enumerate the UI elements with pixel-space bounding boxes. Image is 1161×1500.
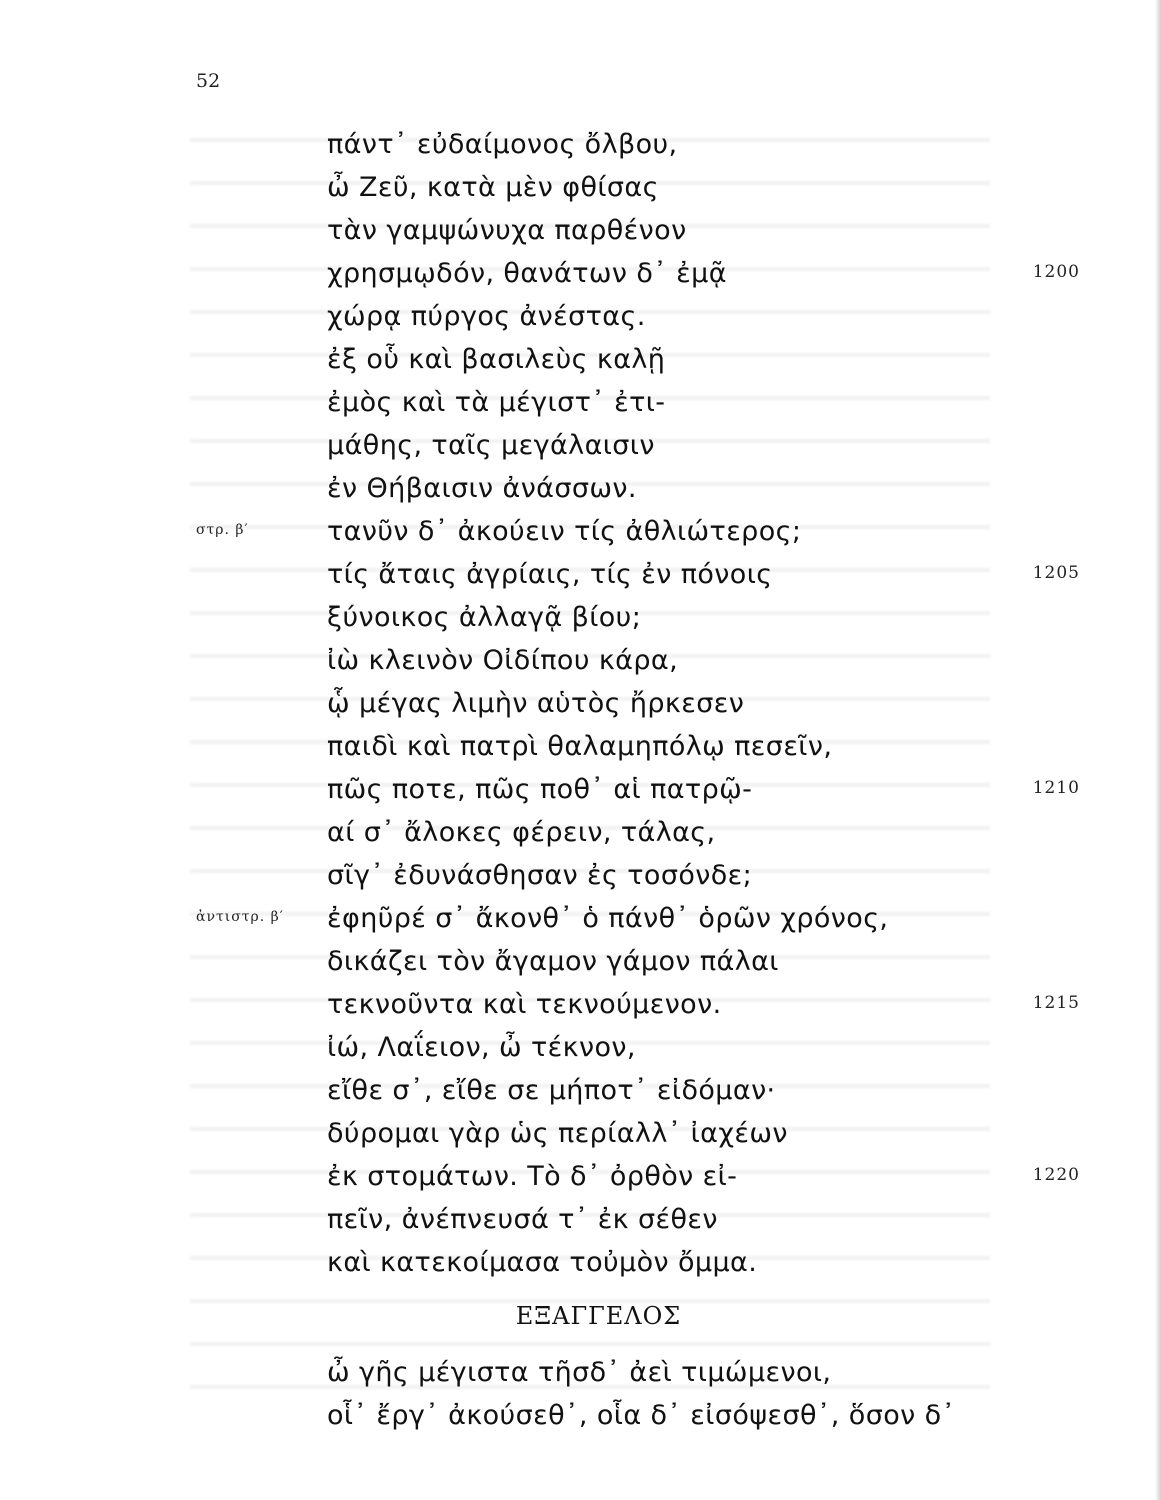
verse-line xyxy=(0,1241,1161,1284)
verse-text: αί σ᾽ ἄλοκες φέρειν, τάλας, xyxy=(327,817,716,848)
verse-line xyxy=(0,596,1161,639)
verse-text: ἐμὸς καὶ τὰ μέγιστ᾽ ἐτι- xyxy=(327,387,666,418)
verse-text: εἴθε σ᾽, εἴθε σε μήποτ᾽ εἰδόμαν· xyxy=(327,1075,776,1106)
verse-line xyxy=(0,768,1161,811)
strophe-marker: στρ. β′ xyxy=(196,522,249,538)
verse-text: τεκνοῦντα καὶ τεκνούμενον. xyxy=(327,989,722,1020)
verse-text: ἐξ οὗ καὶ βασιλεὺς καλῇ xyxy=(327,344,666,375)
verse-text: τὰν γαμψώνυχα παρθένον xyxy=(327,215,687,246)
verse-line xyxy=(0,940,1161,983)
verse-text: ξύνοικος ἀλλαγᾷ βίου; xyxy=(327,602,642,633)
speech-text: οἷ᾽ ἔργ᾽ ἀκούσεθ᾽, οἷα δ᾽ εἰσόψεσθ᾽, ὅσον δ᾽ xyxy=(327,1400,956,1431)
verse-text: χώρᾳ πύργος ἀνέστας. xyxy=(327,301,646,332)
verse-line xyxy=(0,252,1161,295)
verse-text: καὶ κατεκοίμασα τοὐμὸν ὄμμα. xyxy=(327,1247,758,1278)
verse-line xyxy=(0,1155,1161,1198)
speaker-heading: ΕΞΑΓΓΕΛΟΣ xyxy=(515,1302,682,1330)
verse-line xyxy=(0,295,1161,338)
verse-text: ἐν Θήβαισιν ἀνάσσων. xyxy=(327,473,637,504)
verse-line xyxy=(0,424,1161,467)
verse-line xyxy=(0,510,1161,553)
verse-line xyxy=(0,1112,1161,1155)
verse-text: τίς ἄταις ἀγρίαις, τίς ἐν πόνοις xyxy=(327,559,773,590)
verse-text: δύρομαι γὰρ ὡς περίαλλ᾽ ἰαχέων xyxy=(327,1118,788,1149)
verse-line xyxy=(0,1198,1161,1241)
verse-text: τανῦν δ᾽ ἀκούειν τίς ἀθλιώτερος; xyxy=(327,516,802,547)
line-number: 1215 xyxy=(1032,993,1080,1013)
line-number: 1220 xyxy=(1032,1165,1080,1185)
verse-text: σῖγ᾽ ἐδυνάσθησαν ἐς τοσόνδε; xyxy=(327,860,753,891)
line-number: 1205 xyxy=(1032,563,1080,583)
verse-line xyxy=(0,166,1161,209)
verse-text: πεῖν, ἀνέπνευσά τ᾽ ἐκ σέθεν xyxy=(327,1204,718,1235)
line-number: 1210 xyxy=(1032,778,1080,798)
strophe-marker: ἀντιστρ. β′ xyxy=(196,909,284,925)
verse-text: παιδὶ καὶ πατρὶ θαλαμηπόλῳ πεσεῖν, xyxy=(327,731,833,762)
verse-text: ἰώ, Λαΐειον, ὦ τέκνον, xyxy=(327,1032,636,1063)
page-number: 52 xyxy=(196,70,221,92)
verse-text: μάθης, ταῖς μεγάλαισιν xyxy=(327,430,655,461)
verse-text: δικάζει τὸν ἄγαμον γάμον πάλαι xyxy=(327,946,779,977)
verse-line xyxy=(0,639,1161,682)
line-number: 1200 xyxy=(1032,262,1080,282)
verse-line xyxy=(0,682,1161,725)
verse-text: ᾧ μέγας λιμὴν αὑτὸς ἤρκεσεν xyxy=(327,688,745,719)
verse-line xyxy=(0,983,1161,1026)
verse-block xyxy=(0,123,1161,1284)
speech-text: ὦ γῆς μέγιστα τῆσδ᾽ ἀεὶ τιμώμενοι, xyxy=(327,1357,832,1388)
verse-text: ἐκ στομάτων. Τὸ δ᾽ ὀρθὸν εἰ- xyxy=(327,1161,738,1192)
speech-line xyxy=(0,1394,1161,1437)
verse-line xyxy=(0,811,1161,854)
verse-line xyxy=(0,553,1161,596)
verse-text: ὦ Ζεῦ, κατὰ μὲν φθίσας xyxy=(327,172,659,203)
verse-line xyxy=(0,854,1161,897)
speech-block xyxy=(0,1351,1161,1437)
verse-line xyxy=(0,725,1161,768)
verse-text: χρησμῳδόν, θανάτων δ᾽ ἐμᾷ xyxy=(327,258,727,289)
verse-line xyxy=(0,1069,1161,1112)
verse-text: πάντ᾽ εὐδαίμονος ὄλβου, xyxy=(327,129,678,160)
verse-line xyxy=(0,209,1161,252)
verse-line xyxy=(0,381,1161,424)
speech-line xyxy=(0,1351,1161,1394)
verse-line xyxy=(0,897,1161,940)
verse-line xyxy=(0,1026,1161,1069)
verse-text: πῶς ποτε, πῶς ποθ᾽ αἱ πατρῷ- xyxy=(327,774,753,805)
verse-line xyxy=(0,123,1161,166)
verse-line xyxy=(0,467,1161,510)
verse-line xyxy=(0,338,1161,381)
verse-text: ἐφηῦρέ σ᾽ ἄκονθ᾽ ὁ πάνθ᾽ ὁρῶν χρόνος, xyxy=(327,903,889,934)
verse-text: ἰὼ κλεινὸν Οἰδίπου κάρα, xyxy=(327,645,679,676)
